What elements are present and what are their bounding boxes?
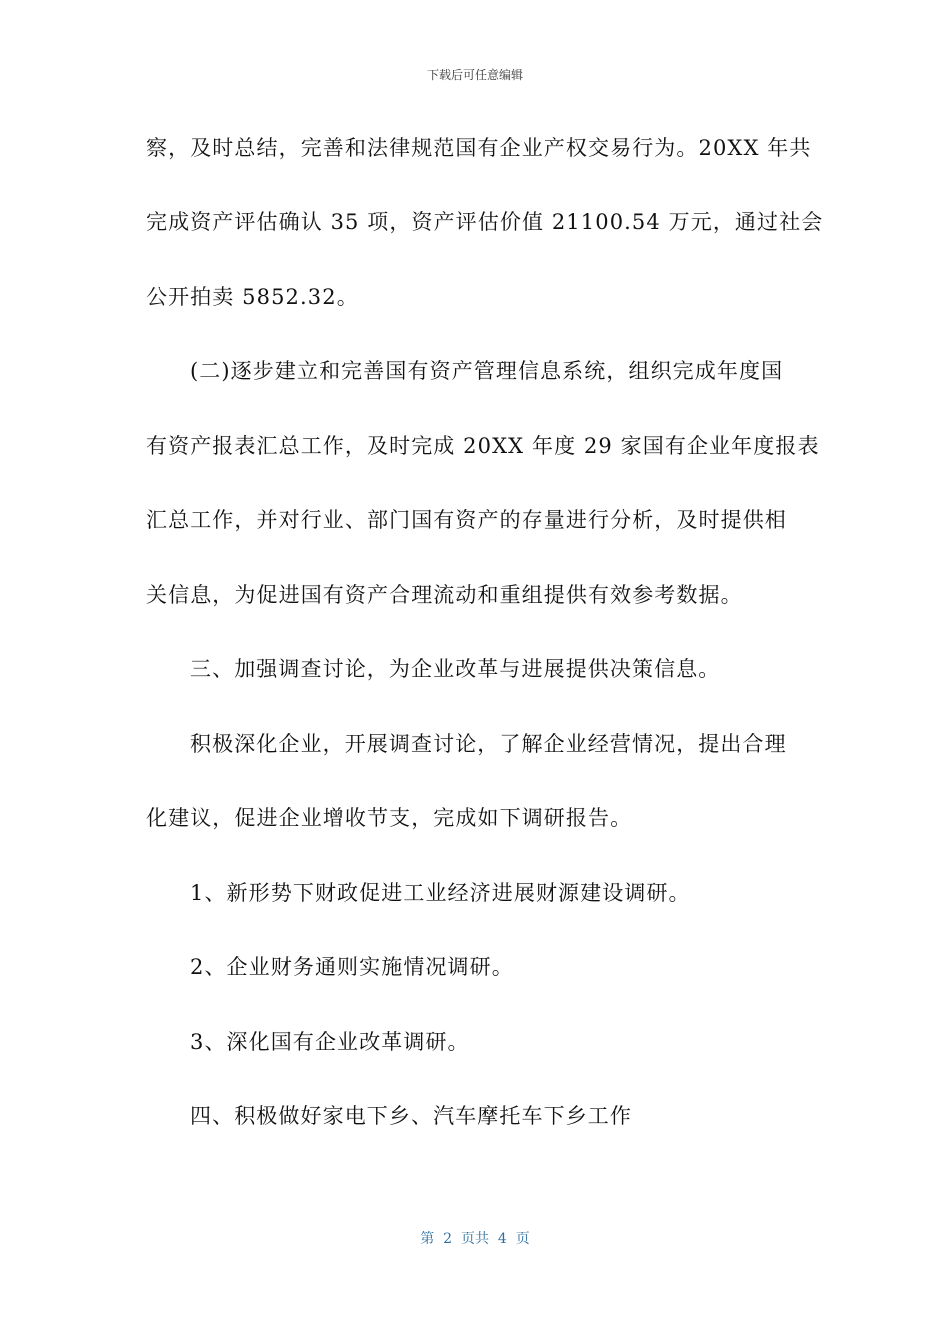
body-line-5: 有资产报表汇总工作，及时完成 20XX 年度 29 家国有企业年度报表 (146, 434, 820, 458)
body-line-7: 关信息，为促进国有资产合理流动和重组提供有效参考数据。 (146, 583, 743, 607)
section-heading-4: 四、积极做好家电下乡、汽车摩托车下乡工作 (190, 1104, 632, 1128)
page-header: 下载后可任意编辑 (426, 68, 523, 82)
body-line-3: 公开拍卖 5852.32。 (146, 285, 359, 309)
body-line-2: 完成资产评估确认 35 项，资产评估价值 21100.54 万元，通过社会 (146, 210, 824, 234)
list-item-1: 1、新形势下财政促进工业经济进展财源建设调研。 (190, 881, 691, 905)
body-line-10: 化建议，促进企业增收节支，完成如下调研报告。 (146, 806, 633, 830)
list-item-2: 2、企业财务通则实施情况调研。 (190, 955, 514, 979)
body-line-9: 积极深化企业，开展调查讨论，了解企业经营情况，提出合理 (190, 732, 787, 756)
body-line-4: (二)逐步建立和完善国有资产管理信息系统，组织完成年度国 (190, 359, 784, 383)
list-item-3: 3、深化国有企业改革调研。 (190, 1030, 470, 1054)
page-footer: 第 2 页共 4 页 (420, 1231, 530, 1247)
body-line-6: 汇总工作，并对行业、部门国有资产的存量进行分析，及时提供相 (146, 508, 787, 532)
body-line-1: 察，及时总结，完善和法律规范国有企业产权交易行为。20XX 年共 (146, 136, 812, 160)
section-heading-3: 三、加强调查讨论，为企业改革与进展提供决策信息。 (190, 657, 721, 681)
